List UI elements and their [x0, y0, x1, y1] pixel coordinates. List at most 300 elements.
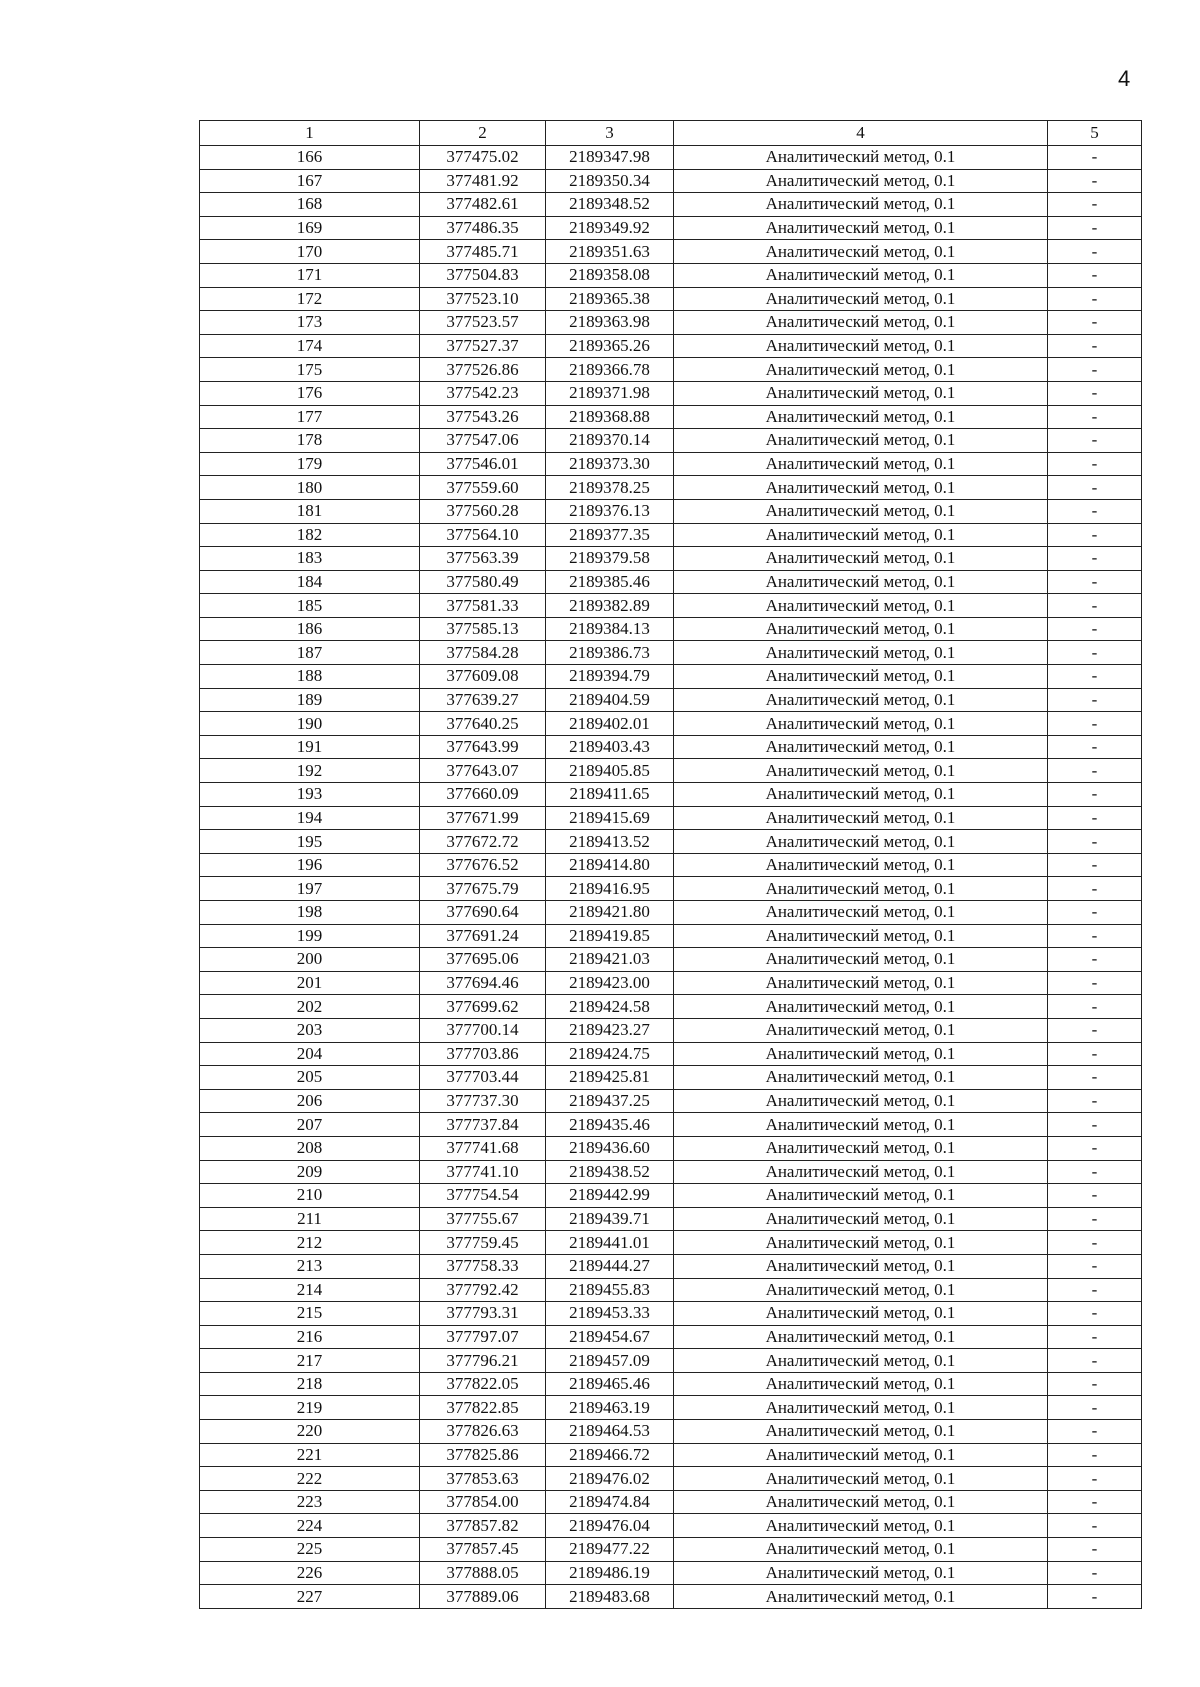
point-number-cell: 184	[200, 570, 420, 594]
y-coordinate-cell: 2189442.99	[546, 1184, 674, 1208]
point-number-cell: 180	[200, 476, 420, 500]
note-cell: -	[1048, 853, 1142, 877]
y-coordinate-cell: 2189366.78	[546, 358, 674, 382]
point-number-cell: 189	[200, 688, 420, 712]
y-coordinate-cell: 2189416.95	[546, 877, 674, 901]
y-coordinate-cell: 2189435.46	[546, 1113, 674, 1137]
x-coordinate-cell: 377523.10	[420, 287, 546, 311]
method-cell: Аналитический метод, 0.1	[674, 665, 1048, 689]
y-coordinate-cell: 2189349.92	[546, 216, 674, 240]
method-cell: Аналитический метод, 0.1	[674, 1113, 1048, 1137]
point-number-cell: 166	[200, 146, 420, 170]
method-cell: Аналитический метод, 0.1	[674, 830, 1048, 854]
table-row	[200, 1254, 1142, 1278]
note-cell: -	[1048, 783, 1142, 807]
note-cell: -	[1048, 712, 1142, 736]
table-row	[200, 1396, 1142, 1420]
note-cell: -	[1048, 287, 1142, 311]
point-number-cell: 170	[200, 240, 420, 264]
method-cell: Аналитический метод, 0.1	[674, 452, 1048, 476]
table-row	[200, 924, 1142, 948]
y-coordinate-cell: 2189477.22	[546, 1538, 674, 1562]
y-coordinate-cell: 2189385.46	[546, 570, 674, 594]
table-row	[200, 1325, 1142, 1349]
point-number-cell: 174	[200, 334, 420, 358]
note-cell: -	[1048, 971, 1142, 995]
x-coordinate-cell: 377699.62	[420, 995, 546, 1019]
x-coordinate-cell: 377793.31	[420, 1302, 546, 1326]
table-row	[200, 287, 1142, 311]
point-number-cell: 210	[200, 1184, 420, 1208]
point-number-cell: 223	[200, 1490, 420, 1514]
x-coordinate-cell: 377563.39	[420, 547, 546, 571]
note-cell: -	[1048, 476, 1142, 500]
note-cell: -	[1048, 169, 1142, 193]
y-coordinate-cell: 2189405.85	[546, 759, 674, 783]
method-cell: Аналитический метод, 0.1	[674, 1490, 1048, 1514]
y-coordinate-cell: 2189403.43	[546, 735, 674, 759]
table-row	[200, 1278, 1142, 1302]
table-row	[200, 240, 1142, 264]
point-number-cell: 175	[200, 358, 420, 382]
table-row	[200, 995, 1142, 1019]
point-number-cell: 169	[200, 216, 420, 240]
y-coordinate-cell: 2189441.01	[546, 1231, 674, 1255]
method-cell: Аналитический метод, 0.1	[674, 1042, 1048, 1066]
x-coordinate-cell: 377504.83	[420, 263, 546, 287]
point-number-cell: 202	[200, 995, 420, 1019]
y-coordinate-cell: 2189455.83	[546, 1278, 674, 1302]
y-coordinate-cell: 2189476.02	[546, 1467, 674, 1491]
method-cell: Аналитический метод, 0.1	[674, 311, 1048, 335]
x-coordinate-cell: 377580.49	[420, 570, 546, 594]
table-row	[200, 665, 1142, 689]
x-coordinate-cell: 377671.99	[420, 806, 546, 830]
table-row	[200, 1207, 1142, 1231]
y-coordinate-cell: 2189439.71	[546, 1207, 674, 1231]
method-cell: Аналитический метод, 0.1	[674, 1585, 1048, 1609]
method-cell: Аналитический метод, 0.1	[674, 1372, 1048, 1396]
method-cell: Аналитический метод, 0.1	[674, 1538, 1048, 1562]
x-coordinate-cell: 377857.82	[420, 1514, 546, 1538]
note-cell: -	[1048, 688, 1142, 712]
note-cell: -	[1048, 193, 1142, 217]
x-coordinate-cell: 377737.30	[420, 1089, 546, 1113]
y-coordinate-cell: 2189348.52	[546, 193, 674, 217]
y-coordinate-cell: 2189377.35	[546, 523, 674, 547]
y-coordinate-cell: 2189421.03	[546, 948, 674, 972]
x-coordinate-cell: 377797.07	[420, 1325, 546, 1349]
point-number-cell: 213	[200, 1254, 420, 1278]
method-cell: Аналитический метод, 0.1	[674, 806, 1048, 830]
note-cell: -	[1048, 806, 1142, 830]
table-row	[200, 547, 1142, 571]
note-cell: -	[1048, 1514, 1142, 1538]
method-cell: Аналитический метод, 0.1	[674, 1231, 1048, 1255]
note-cell: -	[1048, 429, 1142, 453]
table-row	[200, 853, 1142, 877]
note-cell: -	[1048, 830, 1142, 854]
table-row	[200, 1585, 1142, 1609]
table-row	[200, 1420, 1142, 1444]
y-coordinate-cell: 2189414.80	[546, 853, 674, 877]
x-coordinate-cell: 377546.01	[420, 452, 546, 476]
table-row	[200, 1113, 1142, 1137]
point-number-cell: 195	[200, 830, 420, 854]
point-number-cell: 206	[200, 1089, 420, 1113]
table-row	[200, 1160, 1142, 1184]
note-cell: -	[1048, 594, 1142, 618]
method-cell: Аналитический метод, 0.1	[674, 1136, 1048, 1160]
y-coordinate-cell: 2189419.85	[546, 924, 674, 948]
table-row	[200, 1136, 1142, 1160]
note-cell: -	[1048, 1254, 1142, 1278]
y-coordinate-cell: 2189423.00	[546, 971, 674, 995]
table-row	[200, 1372, 1142, 1396]
point-number-cell: 194	[200, 806, 420, 830]
column-header: 1	[200, 121, 420, 146]
y-coordinate-cell: 2189464.53	[546, 1420, 674, 1444]
x-coordinate-cell: 377481.92	[420, 169, 546, 193]
y-coordinate-cell: 2189384.13	[546, 617, 674, 641]
x-coordinate-cell: 377543.26	[420, 405, 546, 429]
y-coordinate-cell: 2189373.30	[546, 452, 674, 476]
table-row	[200, 1302, 1142, 1326]
table-row	[200, 334, 1142, 358]
column-header: 3	[546, 121, 674, 146]
x-coordinate-cell: 377737.84	[420, 1113, 546, 1137]
point-number-cell: 178	[200, 429, 420, 453]
point-number-cell: 191	[200, 735, 420, 759]
point-number-cell: 204	[200, 1042, 420, 1066]
method-cell: Аналитический метод, 0.1	[674, 1018, 1048, 1042]
x-coordinate-cell: 377482.61	[420, 193, 546, 217]
point-number-cell: 192	[200, 759, 420, 783]
note-cell: -	[1048, 901, 1142, 925]
note-cell: -	[1048, 641, 1142, 665]
y-coordinate-cell: 2189350.34	[546, 169, 674, 193]
method-cell: Аналитический метод, 0.1	[674, 1160, 1048, 1184]
table-row	[200, 971, 1142, 995]
note-cell: -	[1048, 1184, 1142, 1208]
note-cell: -	[1048, 263, 1142, 287]
point-number-cell: 176	[200, 381, 420, 405]
note-cell: -	[1048, 1443, 1142, 1467]
method-cell: Аналитический метод, 0.1	[674, 901, 1048, 925]
method-cell: Аналитический метод, 0.1	[674, 263, 1048, 287]
point-number-cell: 217	[200, 1349, 420, 1373]
note-cell: -	[1048, 1207, 1142, 1231]
method-cell: Аналитический метод, 0.1	[674, 1207, 1048, 1231]
y-coordinate-cell: 2189415.69	[546, 806, 674, 830]
x-coordinate-cell: 377475.02	[420, 146, 546, 170]
point-number-cell: 167	[200, 169, 420, 193]
x-coordinate-cell: 377523.57	[420, 311, 546, 335]
note-cell: -	[1048, 1113, 1142, 1137]
y-coordinate-cell: 2189347.98	[546, 146, 674, 170]
point-number-cell: 179	[200, 452, 420, 476]
x-coordinate-cell: 377826.63	[420, 1420, 546, 1444]
method-cell: Аналитический метод, 0.1	[674, 169, 1048, 193]
note-cell: -	[1048, 1042, 1142, 1066]
x-coordinate-cell: 377694.46	[420, 971, 546, 995]
note-cell: -	[1048, 1278, 1142, 1302]
y-coordinate-cell: 2189424.75	[546, 1042, 674, 1066]
note-cell: -	[1048, 759, 1142, 783]
point-number-cell: 208	[200, 1136, 420, 1160]
note-cell: -	[1048, 146, 1142, 170]
note-cell: -	[1048, 1538, 1142, 1562]
x-coordinate-cell: 377792.42	[420, 1278, 546, 1302]
method-cell: Аналитический метод, 0.1	[674, 1089, 1048, 1113]
method-cell: Аналитический метод, 0.1	[674, 547, 1048, 571]
y-coordinate-cell: 2189436.60	[546, 1136, 674, 1160]
table-row	[200, 476, 1142, 500]
note-cell: -	[1048, 924, 1142, 948]
y-coordinate-cell: 2189404.59	[546, 688, 674, 712]
column-header: 2	[420, 121, 546, 146]
method-cell: Аналитический метод, 0.1	[674, 1420, 1048, 1444]
method-cell: Аналитический метод, 0.1	[674, 570, 1048, 594]
x-coordinate-cell: 377526.86	[420, 358, 546, 382]
y-coordinate-cell: 2189486.19	[546, 1561, 674, 1585]
note-cell: -	[1048, 1231, 1142, 1255]
y-coordinate-cell: 2189368.88	[546, 405, 674, 429]
y-coordinate-cell: 2189438.52	[546, 1160, 674, 1184]
y-coordinate-cell: 2189463.19	[546, 1396, 674, 1420]
note-cell: -	[1048, 334, 1142, 358]
method-cell: Аналитический метод, 0.1	[674, 287, 1048, 311]
table-row	[200, 499, 1142, 523]
y-coordinate-cell: 2189454.67	[546, 1325, 674, 1349]
method-cell: Аналитический метод, 0.1	[674, 1278, 1048, 1302]
x-coordinate-cell: 377758.33	[420, 1254, 546, 1278]
point-number-cell: 186	[200, 617, 420, 641]
page-number: 4	[1118, 66, 1131, 91]
y-coordinate-cell: 2189376.13	[546, 499, 674, 523]
point-number-cell: 205	[200, 1066, 420, 1090]
point-number-cell: 207	[200, 1113, 420, 1137]
table-row	[200, 783, 1142, 807]
note-cell: -	[1048, 240, 1142, 264]
y-coordinate-cell: 2189453.33	[546, 1302, 674, 1326]
table-row	[200, 1443, 1142, 1467]
point-number-cell: 216	[200, 1325, 420, 1349]
x-coordinate-cell: 377822.85	[420, 1396, 546, 1420]
table-row	[200, 830, 1142, 854]
y-coordinate-cell: 2189457.09	[546, 1349, 674, 1373]
point-number-cell: 183	[200, 547, 420, 571]
point-number-cell: 224	[200, 1514, 420, 1538]
method-cell: Аналитический метод, 0.1	[674, 641, 1048, 665]
method-cell: Аналитический метод, 0.1	[674, 995, 1048, 1019]
note-cell: -	[1048, 523, 1142, 547]
method-cell: Аналитический метод, 0.1	[674, 381, 1048, 405]
point-number-cell: 212	[200, 1231, 420, 1255]
method-cell: Аналитический метод, 0.1	[674, 688, 1048, 712]
method-cell: Аналитический метод, 0.1	[674, 1302, 1048, 1326]
x-coordinate-cell: 377542.23	[420, 381, 546, 405]
x-coordinate-cell: 377796.21	[420, 1349, 546, 1373]
coordinates-table-body	[200, 121, 1142, 1609]
point-number-cell: 171	[200, 263, 420, 287]
x-coordinate-cell: 377485.71	[420, 240, 546, 264]
method-cell: Аналитический метод, 0.1	[674, 429, 1048, 453]
column-header: 5	[1048, 121, 1142, 146]
x-coordinate-cell: 377703.44	[420, 1066, 546, 1090]
note-cell: -	[1048, 665, 1142, 689]
method-cell: Аналитический метод, 0.1	[674, 1561, 1048, 1585]
note-cell: -	[1048, 311, 1142, 335]
method-cell: Аналитический метод, 0.1	[674, 476, 1048, 500]
point-number-cell: 221	[200, 1443, 420, 1467]
y-coordinate-cell: 2189466.72	[546, 1443, 674, 1467]
point-number-cell: 227	[200, 1585, 420, 1609]
y-coordinate-cell: 2189411.65	[546, 783, 674, 807]
point-number-cell: 201	[200, 971, 420, 995]
note-cell: -	[1048, 1561, 1142, 1585]
table-row	[200, 452, 1142, 476]
method-cell: Аналитический метод, 0.1	[674, 1396, 1048, 1420]
note-cell: -	[1048, 995, 1142, 1019]
method-cell: Аналитический метод, 0.1	[674, 735, 1048, 759]
method-cell: Аналитический метод, 0.1	[674, 1066, 1048, 1090]
table-row	[200, 759, 1142, 783]
x-coordinate-cell: 377585.13	[420, 617, 546, 641]
note-cell: -	[1048, 735, 1142, 759]
table-row	[200, 1514, 1142, 1538]
table-row	[200, 1042, 1142, 1066]
note-cell: -	[1048, 216, 1142, 240]
point-number-cell: 199	[200, 924, 420, 948]
y-coordinate-cell: 2189370.14	[546, 429, 674, 453]
point-number-cell: 198	[200, 901, 420, 925]
method-cell: Аналитический метод, 0.1	[674, 146, 1048, 170]
point-number-cell: 200	[200, 948, 420, 972]
x-coordinate-cell: 377643.99	[420, 735, 546, 759]
note-cell: -	[1048, 1066, 1142, 1090]
table-row	[200, 405, 1142, 429]
method-cell: Аналитический метод, 0.1	[674, 594, 1048, 618]
note-cell: -	[1048, 499, 1142, 523]
table-row	[200, 429, 1142, 453]
point-number-cell: 218	[200, 1372, 420, 1396]
point-number-cell: 219	[200, 1396, 420, 1420]
x-coordinate-cell: 377675.79	[420, 877, 546, 901]
x-coordinate-cell: 377672.72	[420, 830, 546, 854]
x-coordinate-cell: 377741.10	[420, 1160, 546, 1184]
y-coordinate-cell: 2189351.63	[546, 240, 674, 264]
x-coordinate-cell: 377581.33	[420, 594, 546, 618]
method-cell: Аналитический метод, 0.1	[674, 1254, 1048, 1278]
table-row	[200, 806, 1142, 830]
y-coordinate-cell: 2189365.26	[546, 334, 674, 358]
note-cell: -	[1048, 358, 1142, 382]
x-coordinate-cell: 377643.07	[420, 759, 546, 783]
point-number-cell: 220	[200, 1420, 420, 1444]
point-number-cell: 193	[200, 783, 420, 807]
y-coordinate-cell: 2189425.81	[546, 1066, 674, 1090]
note-cell: -	[1048, 1089, 1142, 1113]
x-coordinate-cell: 377639.27	[420, 688, 546, 712]
method-cell: Аналитический метод, 0.1	[674, 971, 1048, 995]
note-cell: -	[1048, 1349, 1142, 1373]
note-cell: -	[1048, 381, 1142, 405]
table-row	[200, 216, 1142, 240]
table-row	[200, 1538, 1142, 1562]
method-cell: Аналитический метод, 0.1	[674, 216, 1048, 240]
x-coordinate-cell: 377584.28	[420, 641, 546, 665]
x-coordinate-cell: 377759.45	[420, 1231, 546, 1255]
point-number-cell: 177	[200, 405, 420, 429]
y-coordinate-cell: 2189363.98	[546, 311, 674, 335]
x-coordinate-cell: 377825.86	[420, 1443, 546, 1467]
y-coordinate-cell: 2189437.25	[546, 1089, 674, 1113]
method-cell: Аналитический метод, 0.1	[674, 1325, 1048, 1349]
method-cell: Аналитический метод, 0.1	[674, 1443, 1048, 1467]
table-row	[200, 169, 1142, 193]
table-row	[200, 617, 1142, 641]
point-number-cell: 197	[200, 877, 420, 901]
x-coordinate-cell: 377755.67	[420, 1207, 546, 1231]
method-cell: Аналитический метод, 0.1	[674, 1349, 1048, 1373]
note-cell: -	[1048, 1372, 1142, 1396]
table-row	[200, 877, 1142, 901]
y-coordinate-cell: 2189483.68	[546, 1585, 674, 1609]
table-row	[200, 712, 1142, 736]
x-coordinate-cell: 377676.52	[420, 853, 546, 877]
x-coordinate-cell: 377741.68	[420, 1136, 546, 1160]
method-cell: Аналитический метод, 0.1	[674, 759, 1048, 783]
table-row	[200, 263, 1142, 287]
y-coordinate-cell: 2189402.01	[546, 712, 674, 736]
x-coordinate-cell: 377547.06	[420, 429, 546, 453]
y-coordinate-cell: 2189379.58	[546, 547, 674, 571]
table-row	[200, 641, 1142, 665]
method-cell: Аналитический метод, 0.1	[674, 334, 1048, 358]
x-coordinate-cell: 377703.86	[420, 1042, 546, 1066]
point-number-cell: 225	[200, 1538, 420, 1562]
point-number-cell: 214	[200, 1278, 420, 1302]
y-coordinate-cell: 2189421.80	[546, 901, 674, 925]
note-cell: -	[1048, 1490, 1142, 1514]
method-cell: Аналитический метод, 0.1	[674, 948, 1048, 972]
y-coordinate-cell: 2189444.27	[546, 1254, 674, 1278]
y-coordinate-cell: 2189382.89	[546, 594, 674, 618]
point-number-cell: 222	[200, 1467, 420, 1491]
note-cell: -	[1048, 1325, 1142, 1349]
table-row	[200, 735, 1142, 759]
table-row	[200, 948, 1142, 972]
point-number-cell: 209	[200, 1160, 420, 1184]
x-coordinate-cell: 377889.06	[420, 1585, 546, 1609]
y-coordinate-cell: 2189394.79	[546, 665, 674, 689]
x-coordinate-cell: 377527.37	[420, 334, 546, 358]
x-coordinate-cell: 377660.09	[420, 783, 546, 807]
x-coordinate-cell: 377691.24	[420, 924, 546, 948]
point-number-cell: 196	[200, 853, 420, 877]
method-cell: Аналитический метод, 0.1	[674, 924, 1048, 948]
method-cell: Аналитический метод, 0.1	[674, 523, 1048, 547]
header-row	[200, 121, 1142, 146]
method-cell: Аналитический метод, 0.1	[674, 712, 1048, 736]
y-coordinate-cell: 2189423.27	[546, 1018, 674, 1042]
x-coordinate-cell: 377609.08	[420, 665, 546, 689]
x-coordinate-cell: 377559.60	[420, 476, 546, 500]
y-coordinate-cell: 2189424.58	[546, 995, 674, 1019]
x-coordinate-cell: 377690.64	[420, 901, 546, 925]
x-coordinate-cell: 377564.10	[420, 523, 546, 547]
